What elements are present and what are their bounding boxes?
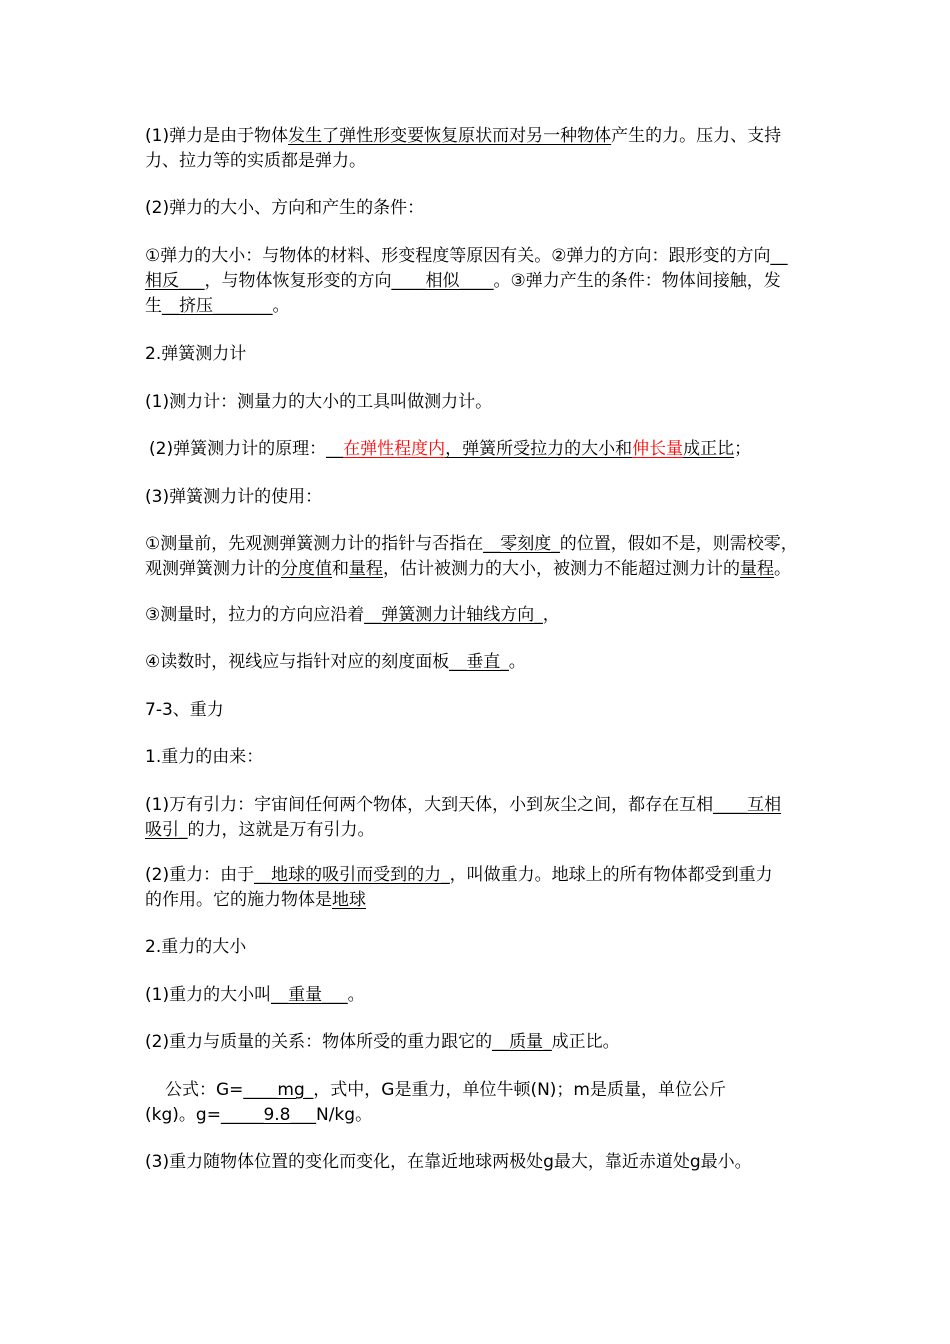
underlined-answer: 量程 xyxy=(349,559,383,579)
heading-spring-scale: 2.弹簧测力计 xyxy=(145,344,247,364)
text: 的位置，假如不是，则需校零， xyxy=(559,534,798,554)
paragraph-reading xyxy=(145,650,825,675)
underlined-answer: 吸引_ xyxy=(145,820,188,840)
text: ，与物体恢复形变的方向 xyxy=(204,271,392,291)
paragraph-elastic-force-definition xyxy=(145,124,825,174)
text: 。 xyxy=(272,296,290,316)
text: (2)重力：由于 xyxy=(145,865,255,885)
text: 观测弹簧测力计的 xyxy=(145,559,281,579)
paragraph-during-measurement xyxy=(145,603,825,628)
text: ，估计被测力的大小，被测力不能超过测力计的 xyxy=(383,559,740,579)
text: 生 xyxy=(145,296,162,316)
text: 和 xyxy=(332,559,349,579)
blank: __ xyxy=(770,246,788,266)
text: (1)重力的大小叫 xyxy=(145,985,272,1005)
underlined-answer: 相反___ xyxy=(145,271,205,291)
heading-magnitude-of-gravity: 2.重力的大小 xyxy=(145,937,247,957)
text: (1)弹力是由于物体 xyxy=(145,126,289,146)
underlined-answer: _____9.8___ xyxy=(220,1105,316,1125)
paragraph-dynamometer: (1)测力计：测量力的大小的工具叫做测力计。 xyxy=(145,392,493,412)
text: 的作用。它的施力物体是 xyxy=(145,890,332,910)
text: (kg)。g= xyxy=(145,1105,221,1125)
underlined-answer: __质量_ xyxy=(492,1032,552,1052)
text: 。 xyxy=(508,652,526,672)
underlined-answer: __挤压_______ xyxy=(162,296,273,316)
heading-origin-of-gravity: 1.重力的由来： xyxy=(145,747,264,767)
text: ①测量前，先观测弹簧测力计的指针与否指在 xyxy=(145,534,484,554)
text: 产生的力。压力、支持 xyxy=(611,126,782,146)
paragraph-elastic-force-conditions: (2)弹力的大小、方向和产生的条件： xyxy=(145,198,425,218)
text: ，式中，G是重力，单位牛顿(N)；m是质量，单位公斤 xyxy=(313,1080,726,1100)
underlined-answer: 发生了弹性形变要恢复原状而对另一种物体 xyxy=(288,126,612,146)
underlined-answer: ，弹簧所受拉力的大小和 xyxy=(445,439,633,459)
text: ，叫做重力。地球上的所有物体都受到重力 xyxy=(449,865,773,885)
text: (1)万有引力：宇宙间任何两个物体，大到天体，小到灰尘之间，都存在互相 xyxy=(145,795,714,815)
text: 成正比。 xyxy=(551,1032,620,1052)
text: 。 xyxy=(774,559,791,579)
text: 力、拉力等的实质都是弹力。 xyxy=(145,151,366,171)
paragraph-before-measurement xyxy=(145,532,825,582)
underlined-answer: 量程 xyxy=(740,559,774,579)
text: (2)重力与质量的关系：物体所受的重力跟它的 xyxy=(145,1032,493,1052)
paragraph-formula xyxy=(145,1078,825,1128)
paragraph-elastic-force-details xyxy=(145,244,825,319)
underlined-answer: __弹簧测力计轴线方向_ xyxy=(364,605,543,625)
text: 。 xyxy=(347,985,365,1005)
paragraph-universal-gravitation xyxy=(145,793,825,843)
paragraph-weight xyxy=(145,983,825,1008)
underlined-answer: __地球的吸引而受到的力_ xyxy=(254,865,450,885)
text: ①弹力的大小：与物体的材料、形变程度等原因有关。②弹力的方向：跟形变的方向 xyxy=(145,246,771,266)
blank: __ xyxy=(326,439,344,459)
underlined-answer: 地球 xyxy=(332,890,366,910)
text: (2)弹簧测力计的原理： xyxy=(149,439,327,459)
paragraph-spring-scale-usage: (3)弹簧测力计的使用： xyxy=(145,487,323,507)
underlined-answer: ____mg_ xyxy=(243,1080,314,1100)
text: 。③弹力产生的条件：物体间接触，发 xyxy=(493,271,781,291)
paragraph-spring-scale-principle xyxy=(149,437,829,462)
underlined-answer: ____相似____ xyxy=(391,271,494,291)
underlined-answer: __垂直_ xyxy=(449,652,509,672)
text: ④读数时，视线应与指针对应的刻度面板 xyxy=(145,652,450,672)
underlined-answer: 成正比 xyxy=(683,439,735,459)
text: ③测量时，拉力的方向应沿着 xyxy=(145,605,365,625)
paragraph-gravity-definition xyxy=(145,863,825,913)
text: ； xyxy=(734,439,752,459)
underlined-answer-red: 在弹性程度内 xyxy=(343,439,446,459)
heading-gravity-section: 7-3、重力 xyxy=(145,700,224,720)
paragraph-gravity-variation: (3)重力随物体位置的变化而变化，在靠近地球两极处g最大，靠近赤道处g最小。 xyxy=(145,1152,752,1172)
paragraph-gravity-mass-relation xyxy=(145,1030,825,1055)
text: 公式：G= xyxy=(165,1080,244,1100)
underlined-answer-red: 伸长量 xyxy=(632,439,684,459)
underlined-answer: __零刻度_ xyxy=(483,534,560,554)
text: 的力，这就是万有引力。 xyxy=(187,820,375,840)
text: ， xyxy=(542,605,560,625)
underlined-answer: __重量___ xyxy=(271,985,348,1005)
underlined-answer: ____互相 xyxy=(713,795,782,815)
underlined-answer: 分度值 xyxy=(281,559,332,579)
text: N/kg。 xyxy=(315,1105,373,1125)
